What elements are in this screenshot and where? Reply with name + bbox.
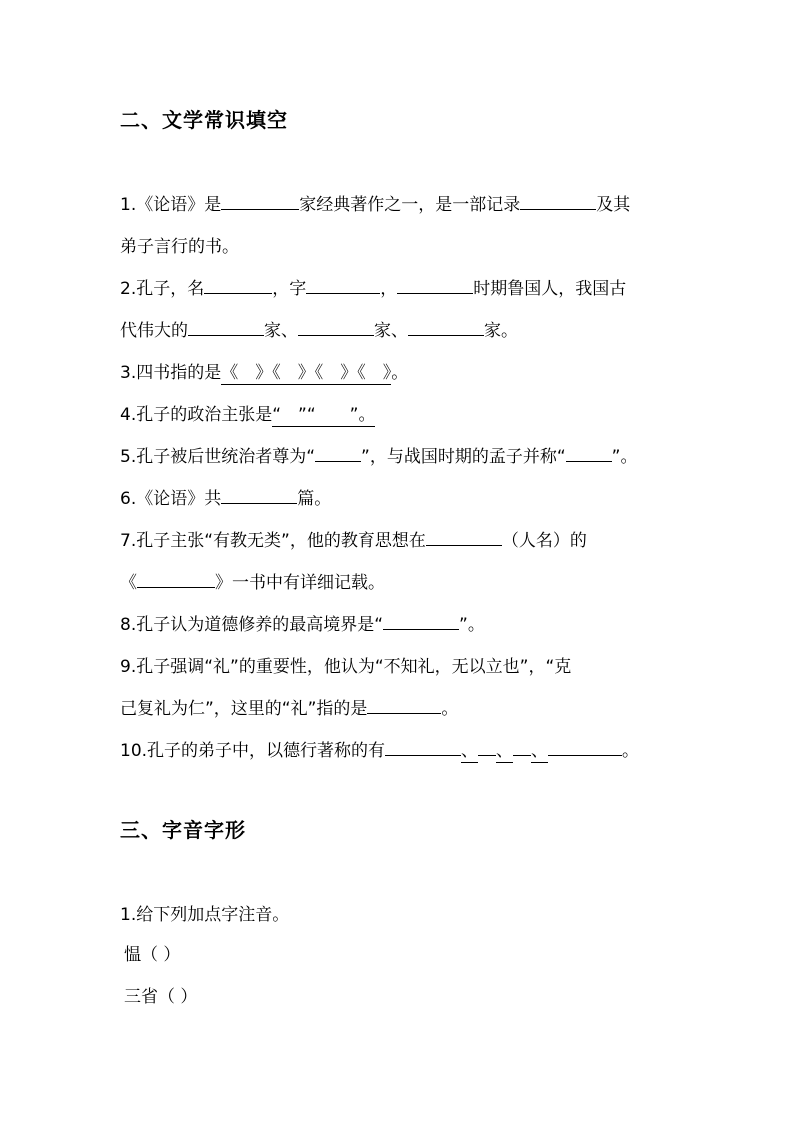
q5-text-b: ”，与战国时期的孟子并称“ [361, 447, 566, 467]
section-2-title: 二、文学常识填空 [120, 108, 288, 132]
question-9-line-2 [120, 694, 458, 719]
q7-text-d: 》一书中有详细记载。 [215, 573, 385, 593]
q1-blank-2[interactable] [520, 193, 596, 210]
q2-text-g: 家、 [374, 321, 408, 341]
question-1-line-2: 弟子言行的书。 [120, 237, 239, 257]
question-7-line-1 [120, 526, 587, 551]
q1-text-c: 及其 [596, 195, 631, 215]
section-3-title: 三、字音字形 [120, 818, 246, 842]
question-9-line-1: 9.孔子强调“礼”的重要性，他认为“不知礼，无以立也”，“克 [120, 657, 572, 677]
question-6 [120, 484, 331, 509]
q9-text-b: 。 [441, 699, 459, 719]
q1-text-a: 1.《论语》是 [120, 195, 222, 215]
q5-text-a: 5.孔子被后世统治者尊为“ [120, 447, 316, 467]
q3-blank-four-books[interactable]: 《 》《 》《 》《 》 [221, 363, 392, 383]
q2-text-b: ，字 [272, 279, 307, 299]
q7-text-c: 《 [120, 573, 137, 593]
q7-blank-person[interactable] [426, 529, 502, 546]
q7-blank-book[interactable] [137, 571, 215, 588]
q6-blank-chapters[interactable] [221, 487, 297, 504]
question-7-line-2 [120, 568, 385, 593]
q4-text-a: 4.孔子的政治主张是 [120, 405, 273, 425]
q2-blank-period[interactable] [397, 277, 473, 294]
q2-text-d: 时期鲁国人，我国古 [473, 279, 627, 299]
q4-blank-political-views[interactable]: “ ”“ ”。 [272, 405, 376, 425]
q10-sep-2: 、 [496, 741, 514, 761]
q2-blank-courtesy-name[interactable] [306, 277, 380, 294]
pinyin-item-1[interactable]: 愠（ ） [124, 945, 181, 965]
q2-text-a: 2.孔子，名 [120, 279, 205, 299]
q10-blank-2[interactable] [478, 739, 496, 756]
q6-text-b: 篇。 [297, 489, 332, 509]
q10-text-a: 10.孔子的弟子中，以德行著称的有 [120, 741, 386, 761]
section-3-question-1: 1.给下列加点字注音。 [120, 905, 290, 925]
q9-text-a: 己复礼为仁”，这里的“礼”指的是 [120, 699, 368, 719]
q2-text-c: ， [380, 279, 398, 299]
q1-blank-1[interactable] [221, 193, 299, 210]
q8-text-b: ”。 [459, 615, 485, 635]
q8-blank-realm[interactable] [383, 613, 459, 630]
q6-text-a: 6.《论语》共 [120, 489, 222, 509]
q2-blank-role-3[interactable] [408, 319, 484, 336]
q9-blank-meaning[interactable] [367, 697, 441, 714]
q1-text-b: 家经典著作之一，是一部记录 [299, 195, 521, 215]
q2-text-f: 家、 [264, 321, 298, 341]
question-2-line-2 [120, 316, 518, 341]
q10-text-b: 。 [622, 741, 640, 761]
q2-blank-role-2[interactable] [298, 319, 374, 336]
q3-text-a: 3.四书指的是 [120, 363, 222, 383]
question-3 [120, 358, 408, 383]
q10-sep-3: 、 [531, 741, 549, 761]
q2-text-h: 家。 [484, 321, 518, 341]
q5-text-c: ”。 [611, 447, 638, 467]
question-4 [120, 400, 375, 425]
q10-sep-1: 、 [461, 741, 479, 761]
q7-text-b: （人名）的 [501, 531, 587, 551]
q10-blank-3[interactable] [513, 739, 531, 756]
q8-text-a: 8.孔子认为道德修养的最高境界是“ [120, 615, 384, 635]
question-8 [120, 610, 485, 635]
q2-text-e: 代伟大的 [120, 321, 188, 341]
q10-blank-4[interactable] [548, 739, 622, 756]
question-10 [120, 736, 639, 761]
q2-blank-name[interactable] [204, 277, 272, 294]
question-1-line-1 [120, 190, 630, 215]
pinyin-item-2[interactable]: 三省（ ） [124, 987, 198, 1007]
question-2-line-1 [120, 274, 626, 299]
q2-blank-role-1[interactable] [188, 319, 264, 336]
q5-blank-title[interactable] [315, 445, 361, 462]
q10-blank-1[interactable] [385, 739, 461, 756]
question-5 [120, 442, 637, 467]
q7-text-a: 7.孔子主张“有教无类”，他的教育思想在 [120, 531, 426, 551]
q5-blank-joint-name[interactable] [566, 445, 612, 462]
q3-text-b: 。 [391, 363, 409, 383]
